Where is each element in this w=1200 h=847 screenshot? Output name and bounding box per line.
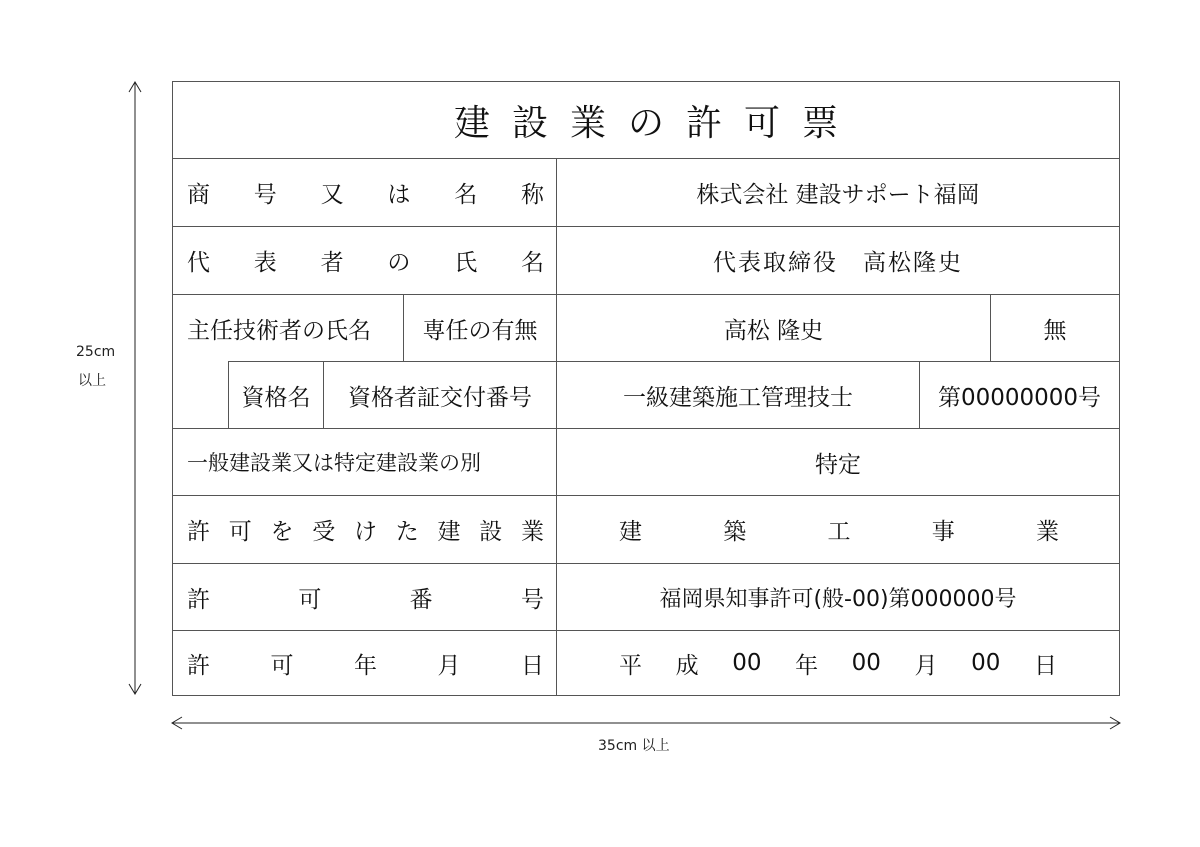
chief-engineer-name: 高松 隆史 <box>723 317 824 344</box>
general-or-specific-value: 特定 <box>815 451 861 478</box>
trade-name-label: 商 号 又 は 名 称 <box>187 182 544 208</box>
sign-title: 建設業の許可票 <box>453 102 860 144</box>
width-dimension-label: 35cm 以上 <box>598 738 670 754</box>
dedicated-value: 無 <box>1043 317 1067 344</box>
license-date-value: 平 成 00 年 00 月 00 日 <box>619 650 1057 679</box>
general-or-specific-label: 一般建設業又は特定建設業の別 <box>187 451 481 475</box>
license-number-value: 福岡県知事許可(般-00)第000000号 <box>659 586 1017 612</box>
qualification-label: 資格名 <box>241 384 311 411</box>
representative-label: 代 表 者 の 氏 名 <box>187 250 544 276</box>
height-dimension-sub: 以上 <box>78 373 106 389</box>
certificate-number-value: 第00000000号 <box>937 384 1102 411</box>
trade-name-value: 株式会社 建設サポート福岡 <box>696 182 980 208</box>
width-dimension-arrow <box>170 713 1122 733</box>
license-number-label: 許 可 番 号 <box>187 586 544 613</box>
licensed-business-label: 許 可 を 受 け た 建 設 業 <box>187 519 544 545</box>
representative-value: 代表取締役 高松隆史 <box>713 250 963 276</box>
permit-sign <box>172 81 1120 696</box>
height-dimension-arrow <box>125 78 145 698</box>
dedicated-label: 専任の有無 <box>422 317 538 344</box>
certificate-number-label: 資格者証交付番号 <box>348 384 532 411</box>
height-dimension-label: 25cm <box>76 344 116 360</box>
qualification-value: 一級建築施工管理技士 <box>623 384 853 411</box>
licensed-business-value: 建 築 工 事 業 <box>619 519 1059 545</box>
chief-engineer-label: 主任技術者の氏名 <box>187 317 371 344</box>
license-date-label: 許 可 年 月 日 <box>187 652 544 679</box>
